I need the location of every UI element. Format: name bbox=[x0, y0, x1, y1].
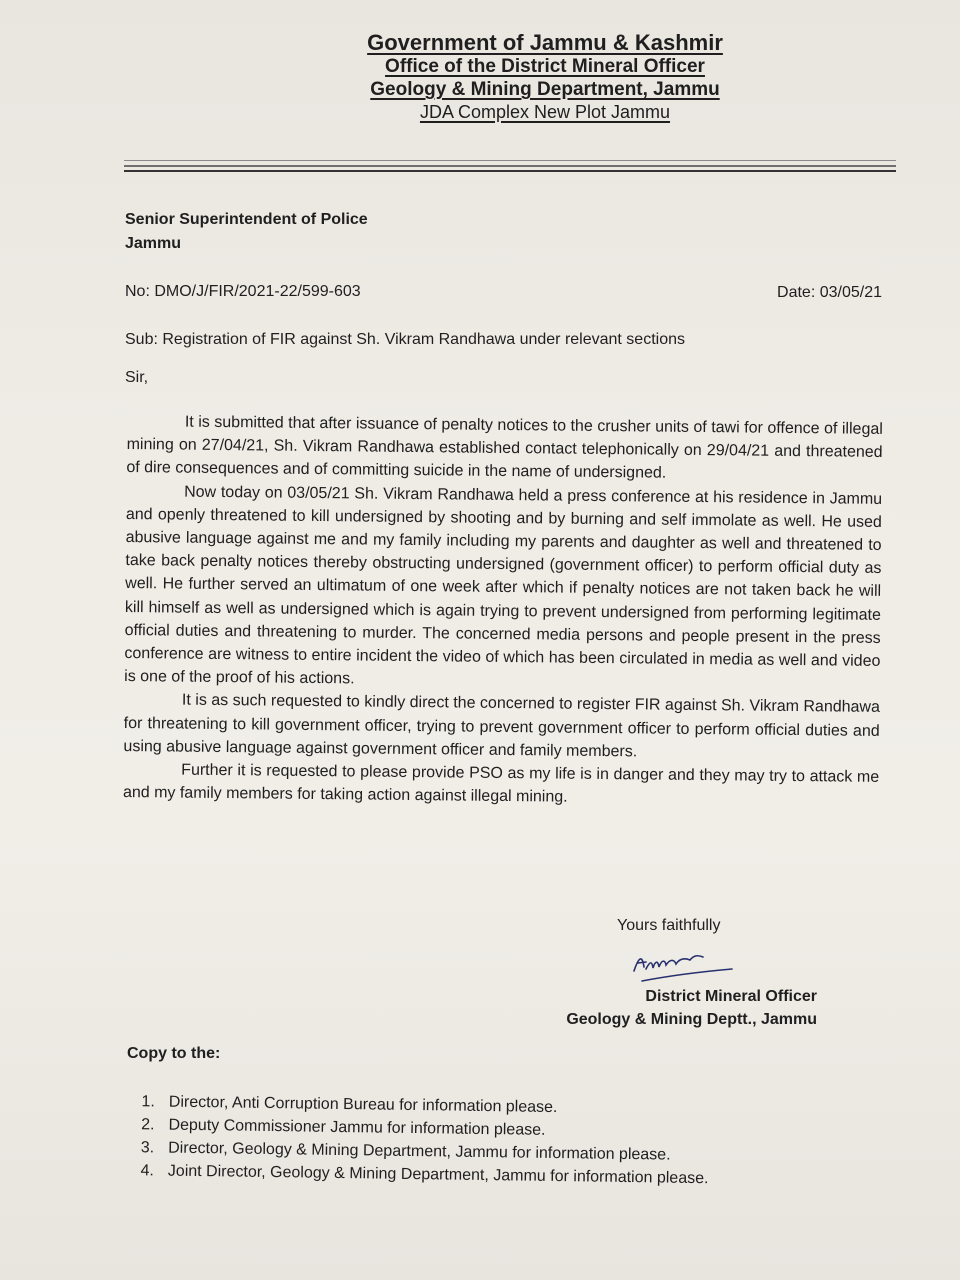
list-text: Deputy Commissioner Jammu for information please. bbox=[168, 1116, 546, 1139]
list-number: 3. bbox=[140, 1139, 155, 1157]
addressee bbox=[125, 208, 368, 256]
government-heading: Government of Jammu & Kashmir bbox=[367, 30, 723, 55]
signatory-title: District Mineral Officer bbox=[645, 988, 817, 1005]
address-heading: JDA Complex New Plot Jammu bbox=[419, 101, 671, 122]
subject-line: Sub: Registration of FIR against Sh. Vikram Randhawa under relevant sections bbox=[125, 331, 685, 348]
list-text: Director, Geology & Mining Department, Jammu for information please. bbox=[168, 1139, 671, 1164]
office-heading: Office of the District Mineral Officer bbox=[385, 56, 705, 78]
closing-text: Yours faithfully bbox=[617, 917, 721, 934]
signatory-department: Geology & Mining Deptt., Jammu bbox=[566, 1011, 817, 1028]
list-text: Joint Director, Geology & Mining Department, Jammu for information please. bbox=[167, 1162, 709, 1188]
copy-to-list bbox=[126, 1090, 807, 1191]
signature bbox=[628, 945, 738, 985]
list-number: 4. bbox=[140, 1162, 154, 1180]
salutation: Sir, bbox=[125, 369, 149, 386]
department-heading: Geology & Mining Department, Jammu bbox=[370, 79, 720, 101]
list-text: Director, Anti Corruption Bureau for information please. bbox=[168, 1093, 558, 1117]
list-number: 2. bbox=[141, 1116, 155, 1134]
copy-to-heading: Copy to the: bbox=[127, 1045, 221, 1062]
letter-body bbox=[123, 410, 883, 812]
body-paragraph: It is as such requested to kindly direct the concerned to register FIR against Sh. Vikram Randhawa for threatening to kill government officer, trying to prevent government officer to perform official duties and using abusive language against government officer and family members. bbox=[123, 692, 881, 761]
signatory-block bbox=[555, 985, 817, 1031]
reference-number: No: DMO/J/FIR/2021-22/599-603 bbox=[125, 283, 361, 300]
header-divider bbox=[124, 160, 896, 172]
letterhead bbox=[300, 30, 790, 124]
body-paragraph: It is submitted that after issuance of penalty notices to the crusher units of tawi for offence of illegal mining on 27/04/21, Sh. Vikram Randhawa established contact telephonically on 29/04/21 and threatened of dire consequences and of committing suicide in the name of undersigned. bbox=[126, 413, 883, 483]
body-paragraph: Further it is requested to please provide PSO as my life is in danger and they may try to attack me and my family members for taking action against illegal mining. bbox=[122, 761, 880, 806]
letter-date: Date: 03/05/21 bbox=[777, 284, 882, 301]
addressee-line-2: Jammu bbox=[125, 235, 182, 252]
addressee-line-1: Senior Superintendent of Police bbox=[125, 211, 368, 228]
list-number: 1. bbox=[141, 1093, 155, 1111]
body-paragraph: Now today on 03/05/21 Sh. Vikram Randhawa held a press conference at his residence in Jammu and openly threatened to kill undersigned by shooting and by burning and self immolate as well. He used abusive language against me and my family including my parents and daughter as well and threatened to take back penalty notices thereby obstructing undersigned (government officer) to perform official duty as well. He further served an ultimatum of one week after which if penalty notices are not taken back he will kill himself as well as undersigned which is again trying to prevent undersigned from performing legitimate official duties and threatening to murder. The concerned media persons and people present in the press conference are witness to entire incident the video of which has been circulated in media as well and video is one of the proof of his actions. bbox=[124, 483, 883, 688]
